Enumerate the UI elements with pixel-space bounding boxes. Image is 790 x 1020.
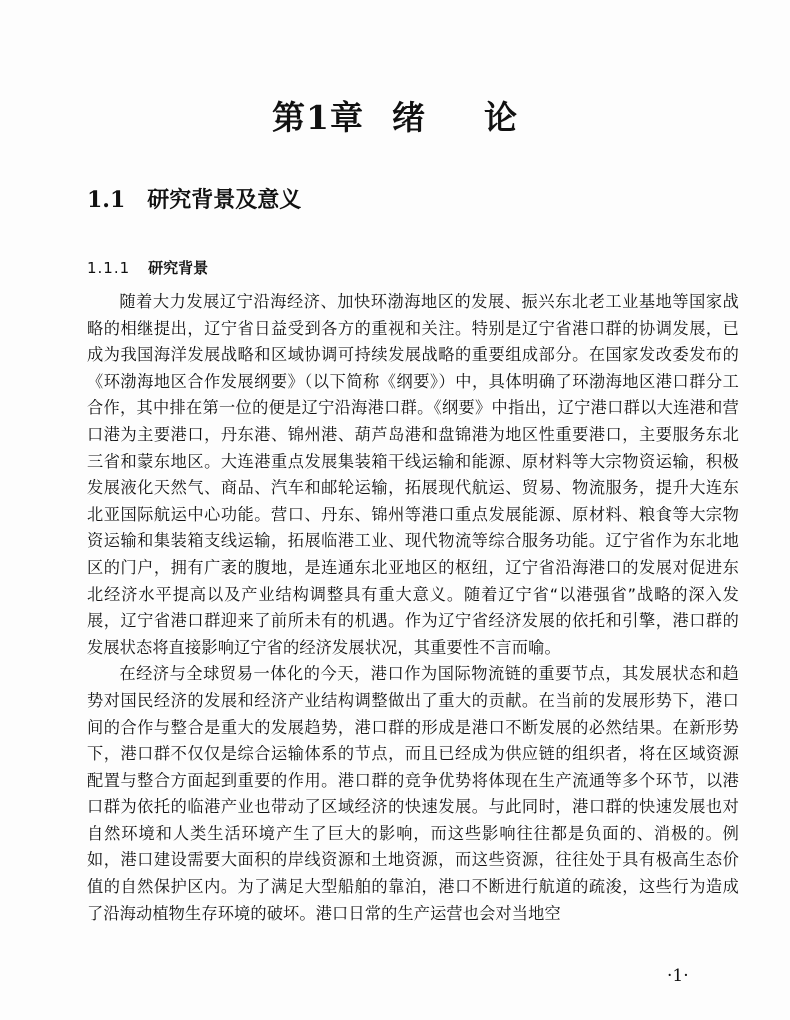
chapter-label: 第1章 [272,98,364,137]
section-number: 1.1 [87,187,126,213]
chapter-title-part1: 绪 [391,98,426,137]
chapter-title [0,92,790,139]
section-heading [87,183,301,214]
subsection-title: 研究背景 [148,259,209,277]
body-text [87,289,739,927]
chapter-title-part2: 论 [483,98,518,137]
paragraph: 随着大力发展辽宁沿海经济、加快环渤海地区的发展、振兴东北老工业基地等国家战略的相继提出，辽宁省日益受到各方的重视和关注。特别是辽宁省港口群的协调发展，已成为我国海洋发展战略和区域协调可持续发展战略的重要组成部分。在国家发改委发布的《环渤海地区合作发展纲要》（以下简称《纲要》）中，具体明确了环渤海地区港口群分工合作，其中排在第一位的便是辽宁沿海港口群。《纲要》中指出，辽宁港口群以大连港和营口港为主要港口，丹东港、锦州港、葫芦岛港和盘锦港为地区性重要港口，主要服务东北三省和蒙东地区。大连港重点发展集装箱干线运输和能源、原材料等大宗物资运输，积极发展液化天然气、商品、汽车和邮轮运输，拓展现代航运、贸易、物流服务，提升大连东北亚国际航运中心功能。营口、丹东、锦州等港口重点发展能源、原材料、粮食等大宗物资运输和集装箱支线运输，拓展临港工业、现代物流等综合服务功能。辽宁省作为东北地区的门户，拥有广袤的腹地，是连通东北亚地区的枢纽，辽宁省沿海港口的发展对促进东北经济水平提高以及产业结构调整具有重大意义。随着辽宁省“以港强省”战略的深入发展，辽宁省港口群迎来了前所未有的机遇。作为辽宁省经济发展的依托和引擎，港口群的发展状态将直接影响辽宁省的经济发展状况，其重要性不言而喻。 [87,292,739,657]
paragraph: 在经济与全球贸易一体化的今天，港口作为国际物流链的重要节点，其发展状态和趋势对国民经济的发展和经济产业结构调整做出了重大的贡献。在当前的发展形势下，港口间的合作与整合是重大的发展趋势，港口群的形成是港口不断发展的必然结果。在新形势下，港口群不仅仅是综合运输体系的节点，而且已经成为供应链的组织者，将在区域资源配置与整合方面起到重要的作用。港口群的竞争优势将体现在生产流通等多个环节，以港口群为依托的临港产业也带动了区域经济的快速发展。与此同时，港口群的快速发展也对自然环境和人类生活环境产生了巨大的影响，而这些影响往往都是负面的、消极的。例如，港口建设需要大面积的岸线资源和土地资源，而这些资源，往往处于具有极高生态价值的自然保护区内。为了满足大型船舶的靠泊，港口不断进行航道的疏浚，这些行为造成了沿海动植物生存环境的破坏。港口日常的生产运营也会对当地空 [87,664,739,923]
page-number: ·1· [667,966,689,986]
subsection-number: 1.1.1 [87,259,131,277]
section-title: 研究背景及意义 [147,188,302,213]
subsection-heading [87,257,208,278]
